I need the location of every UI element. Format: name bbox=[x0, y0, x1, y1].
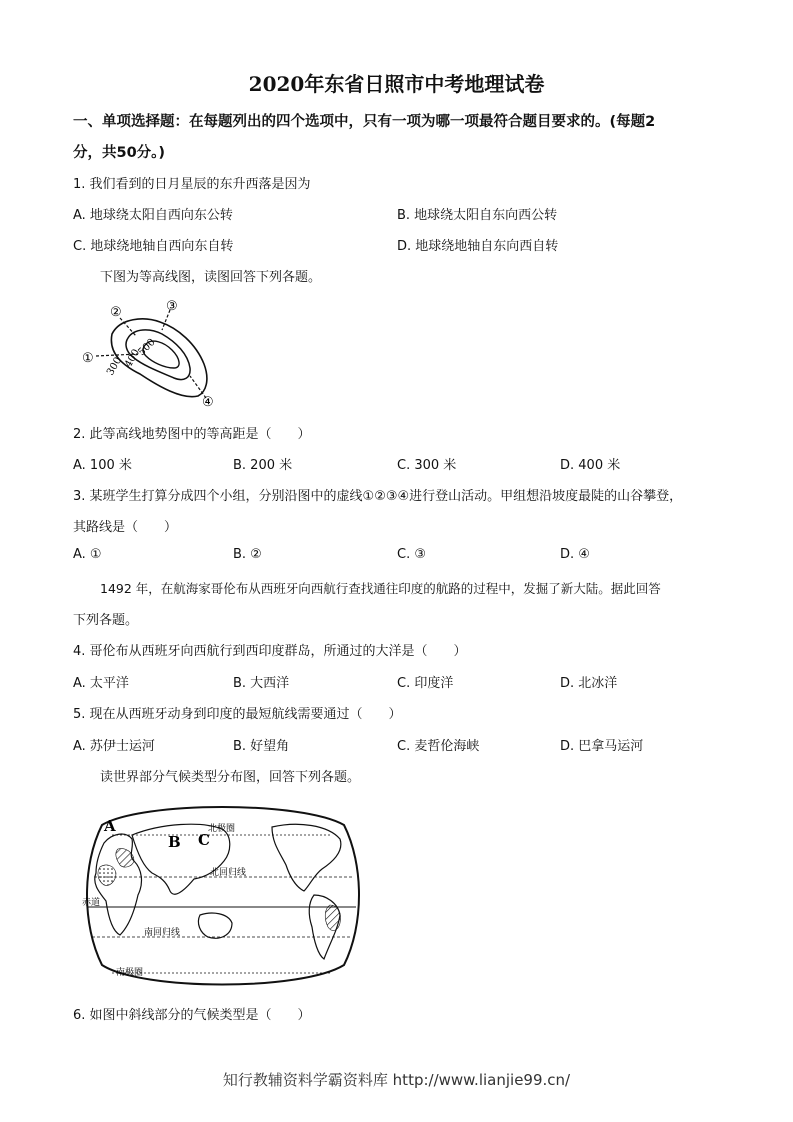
question-4-option-a: A. 太平洋 bbox=[73, 676, 129, 691]
route-label-3: ③ bbox=[166, 299, 178, 314]
question-5-stem: 5. 现在从西班牙动身到印度的最短航线需要通过（ ） bbox=[73, 707, 402, 722]
page-footer-watermark: 知行教辅资料学霸资料库 http://www.lianjie99.cn/ bbox=[222, 1071, 571, 1089]
route-label-2: ② bbox=[110, 305, 122, 320]
question-1-stem: 1. 我们看到的日月星辰的东升西落是因为 bbox=[73, 177, 311, 192]
label-arctic-circle: 北极圈 bbox=[208, 824, 236, 834]
question-1-option-a: A. 地球绕太阳自西向东公转 bbox=[73, 208, 233, 223]
map-letter-b: B bbox=[168, 833, 181, 851]
question-5-option-d: D. 巴拿马运河 bbox=[560, 739, 644, 754]
intro-contour: 下图为等高线图，读图回答下列各题。 bbox=[100, 270, 322, 285]
question-4-stem: 4. 哥伦布从西班牙向西航行到西印度群岛，所通过的大洋是（ ） bbox=[73, 644, 467, 659]
map-letter-a: A bbox=[104, 817, 116, 835]
map-letter-c: C bbox=[198, 831, 210, 849]
hatched-climate-region-sa bbox=[325, 905, 340, 930]
question-3-stem-line1: 3. 某班学生打算分成四个小组，分别沿图中的虚线①②③④进行登山活动。甲组想沿坡度最陡的山谷攀登， bbox=[73, 489, 683, 504]
section-heading-line1: 一、单项选择题：在每题列出的四个选项中，只有一项为哪一项最符合题目要求的。(每题2 bbox=[73, 114, 656, 130]
route-label-1: ① bbox=[82, 351, 94, 366]
world-climate-map-figure bbox=[82, 795, 360, 995]
contour-map-figure bbox=[78, 296, 223, 411]
question-6-stem: 6. 如图中斜线部分的气候类型是（ ） bbox=[73, 1008, 311, 1023]
question-3-option-a: A. ① bbox=[73, 547, 102, 562]
contour-label-500: 500 bbox=[136, 336, 158, 359]
question-3-option-c: C. ③ bbox=[397, 547, 426, 562]
page-title: 2020年东省日照市中考地理试卷 bbox=[248, 72, 545, 96]
question-4-option-c: C. 印度洋 bbox=[397, 676, 454, 691]
question-2-option-d: D. 400 米 bbox=[560, 458, 621, 473]
intro-climate: 读世界部分气候类型分布图，回答下列各题。 bbox=[100, 770, 361, 785]
question-2-option-c: C. 300 米 bbox=[397, 458, 457, 473]
question-2-stem: 2. 此等高线地势图中的等高距是（ ） bbox=[73, 427, 311, 442]
intro-columbus-line2: 下列各题。 bbox=[73, 613, 139, 628]
question-4-option-b: B. 大西洋 bbox=[233, 676, 290, 691]
label-equator: 赤道 bbox=[82, 898, 101, 908]
question-1-option-b: B. 地球绕太阳自东向西公转 bbox=[397, 208, 558, 223]
question-4-option-d: D. 北冰洋 bbox=[560, 676, 618, 691]
label-antarctic-circle: 南极圈 bbox=[116, 968, 144, 978]
label-tropic-cancer: 北回归线 bbox=[210, 868, 247, 878]
question-5-option-b: B. 好望角 bbox=[233, 739, 290, 754]
question-1-option-d: D. 地球绕地轴自东向西自转 bbox=[397, 239, 559, 254]
question-3-stem-line2: 其路线是（ ） bbox=[73, 520, 178, 535]
intro-columbus-line1: 1492 年，在航海家哥伦布从西班牙向西航行查找通往印度的航路的过程中，发掘了新大陆。据此回答 bbox=[100, 581, 661, 596]
contour-label-400: 400 bbox=[123, 347, 143, 370]
question-1-option-c: C. 地球绕地轴自西向东自转 bbox=[73, 239, 234, 254]
contour-label-300: 300 bbox=[105, 355, 125, 378]
question-2-option-a: A. 100 米 bbox=[73, 458, 132, 473]
label-tropic-capricorn: 南回归线 bbox=[144, 928, 181, 938]
question-3-option-b: B. ② bbox=[233, 547, 262, 562]
route-label-4: ④ bbox=[202, 395, 214, 410]
question-2-option-b: B. 200 米 bbox=[233, 458, 293, 473]
question-5-option-a: A. 苏伊士运河 bbox=[73, 739, 155, 754]
question-5-option-c: C. 麦哲伦海峡 bbox=[397, 739, 480, 754]
section-heading-line2: 分，共50分。) bbox=[73, 145, 166, 161]
question-3-option-d: D. ④ bbox=[560, 547, 590, 562]
